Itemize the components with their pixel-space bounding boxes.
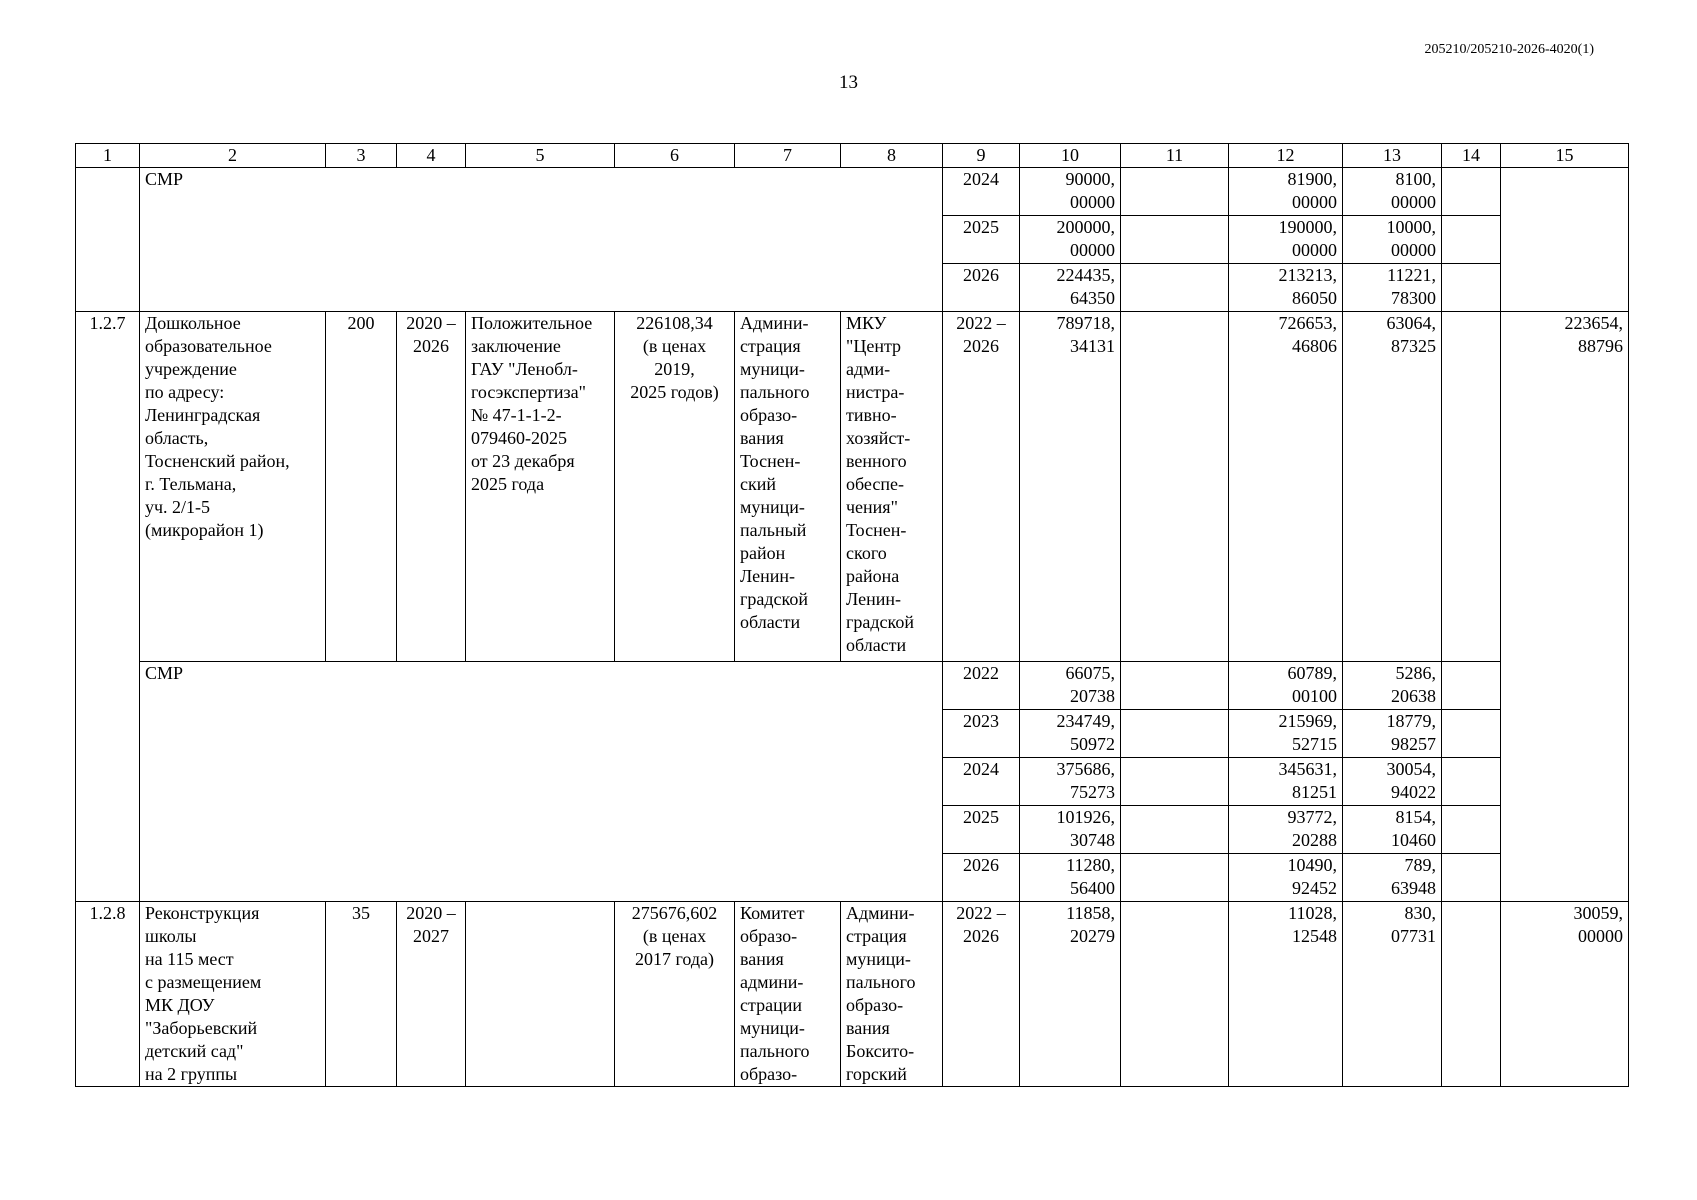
amount-total: 375686, 75273 <box>1020 758 1121 806</box>
year-cell: 2026 <box>943 264 1020 312</box>
document-id: 205210/205210-2026-4020(1) <box>1424 42 1594 57</box>
amount-federal <box>1121 902 1229 1087</box>
capacity-cell: 35 <box>326 902 397 1087</box>
header-cell: 6 <box>615 144 735 168</box>
remaining-cost: 223654, 88796 <box>1501 312 1629 902</box>
year-cell: 2022 <box>943 662 1020 710</box>
empty-cell <box>76 168 140 312</box>
year-cell: 2025 <box>943 216 1020 264</box>
amount-regional: 11028, 12548 <box>1229 902 1343 1087</box>
amount-total: 90000, 00000 <box>1020 168 1121 216</box>
amount-local: 18779, 98257 <box>1343 710 1442 758</box>
amount-local: 8154, 10460 <box>1343 806 1442 854</box>
smr-label: СМР <box>140 168 943 312</box>
amount-regional: 726653, 46806 <box>1229 312 1343 662</box>
header-cell: 12 <box>1229 144 1343 168</box>
header-cell: 1 <box>76 144 140 168</box>
year-cell: 2024 <box>943 758 1020 806</box>
table-row <box>76 312 1629 662</box>
amount-local: 830, 07731 <box>1343 902 1442 1087</box>
amount-regional: 215969, 52715 <box>1229 710 1343 758</box>
amount-local: 30054, 94022 <box>1343 758 1442 806</box>
amount-regional: 60789, 00100 <box>1229 662 1343 710</box>
header-cell: 9 <box>943 144 1020 168</box>
customer-cell: Комитет образо- вания админи- страции муници- пального образо- <box>735 902 841 1087</box>
amount-other <box>1442 264 1501 312</box>
smr-label: СМР <box>140 662 943 902</box>
amount-total: 789718, 34131 <box>1020 312 1121 662</box>
amount-other <box>1442 216 1501 264</box>
year-cell: 2026 <box>943 854 1020 902</box>
object-name: Дошкольное образовательное учреждение по адресу: Ленинградская область, Тосненский район, г. Тельмана, уч. 2/1-5 (микрорайон 1) <box>140 312 326 662</box>
cost-cell: 226108,34 (в ценах 2019, 2025 годов) <box>615 312 735 662</box>
header-cell: 8 <box>841 144 943 168</box>
developer-cell: Админи- страция муници- пального образо- вания Бокситo- горский <box>841 902 943 1087</box>
period-cell: 2020 – 2027 <box>397 902 466 1087</box>
amount-other <box>1442 662 1501 710</box>
financing-table <box>75 143 1629 1087</box>
page-number: 13 <box>839 72 858 93</box>
amount-total: 11280, 56400 <box>1020 854 1121 902</box>
amount-regional: 93772, 20288 <box>1229 806 1343 854</box>
amount-local: 8100, 00000 <box>1343 168 1442 216</box>
year-cell: 2022 – 2026 <box>943 902 1020 1087</box>
developer-cell: МКУ "Центр адми- нистра- тивно- хозяйст- венного обеспе- чения" Тоснен- ского района Ленин- градской области <box>841 312 943 662</box>
header-cell: 4 <box>397 144 466 168</box>
cost-cell: 275676,602 (в ценах 2017 года) <box>615 902 735 1087</box>
amount-total: 224435, 64350 <box>1020 264 1121 312</box>
amount-federal <box>1121 312 1229 662</box>
header-cell: 10 <box>1020 144 1121 168</box>
amount-total: 101926, 30748 <box>1020 806 1121 854</box>
year-cell: 2022 – 2026 <box>943 312 1020 662</box>
header-cell: 7 <box>735 144 841 168</box>
amount-other <box>1442 758 1501 806</box>
amount-regional: 10490, 92452 <box>1229 854 1343 902</box>
amount-regional: 345631, 81251 <box>1229 758 1343 806</box>
remaining-cost: 30059, 00000 <box>1501 902 1629 1087</box>
object-name: Реконструкция школы на 115 мест с размещением МК ДОУ "Заборьевский детский сад" на 2 группы <box>140 902 326 1087</box>
expertise-cell: Положительное заключение ГАУ "Ленобл- госэкспертиза" № 47-1-1-2- 079460-2025 от 23 декабря 2025 года <box>466 312 615 662</box>
amount-federal <box>1121 168 1229 216</box>
period-cell: 2020 – 2026 <box>397 312 466 662</box>
amount-regional: 190000, 00000 <box>1229 216 1343 264</box>
amount-other <box>1442 710 1501 758</box>
customer-cell: Админи- страция муници- пального образо- вания Тоснен- ский муници- пальный район Ленин- градской области <box>735 312 841 662</box>
amount-other <box>1442 168 1501 216</box>
table-row <box>76 902 1629 1087</box>
amount-federal <box>1121 758 1229 806</box>
header-cell: 2 <box>140 144 326 168</box>
amount-regional: 81900, 00000 <box>1229 168 1343 216</box>
header-cell: 15 <box>1501 144 1629 168</box>
table-row <box>76 662 1629 710</box>
amount-local: 789, 63948 <box>1343 854 1442 902</box>
amount-other <box>1442 312 1501 662</box>
amount-total: 11858, 20279 <box>1020 902 1121 1087</box>
amount-local: 63064, 87325 <box>1343 312 1442 662</box>
amount-local: 11221, 78300 <box>1343 264 1442 312</box>
amount-local: 10000, 00000 <box>1343 216 1442 264</box>
amount-federal <box>1121 710 1229 758</box>
empty-cell <box>1501 168 1629 312</box>
year-cell: 2025 <box>943 806 1020 854</box>
item-number: 1.2.8 <box>76 902 140 1087</box>
amount-federal <box>1121 662 1229 710</box>
capacity-cell: 200 <box>326 312 397 662</box>
header-cell: 5 <box>466 144 615 168</box>
amount-regional: 213213, 86050 <box>1229 264 1343 312</box>
amount-federal <box>1121 806 1229 854</box>
amount-federal <box>1121 264 1229 312</box>
amount-other <box>1442 854 1501 902</box>
header-cell: 14 <box>1442 144 1501 168</box>
table-row <box>76 168 1629 216</box>
amount-total: 200000, 00000 <box>1020 216 1121 264</box>
amount-other <box>1442 902 1501 1087</box>
header-row <box>76 144 1629 168</box>
amount-total: 234749, 50972 <box>1020 710 1121 758</box>
expertise-cell <box>466 902 615 1087</box>
amount-federal <box>1121 854 1229 902</box>
amount-federal <box>1121 216 1229 264</box>
header-cell: 3 <box>326 144 397 168</box>
year-cell: 2024 <box>943 168 1020 216</box>
header-cell: 11 <box>1121 144 1229 168</box>
amount-total: 66075, 20738 <box>1020 662 1121 710</box>
item-number: 1.2.7 <box>76 312 140 902</box>
header-cell: 13 <box>1343 144 1442 168</box>
amount-local: 5286, 20638 <box>1343 662 1442 710</box>
year-cell: 2023 <box>943 710 1020 758</box>
amount-other <box>1442 806 1501 854</box>
